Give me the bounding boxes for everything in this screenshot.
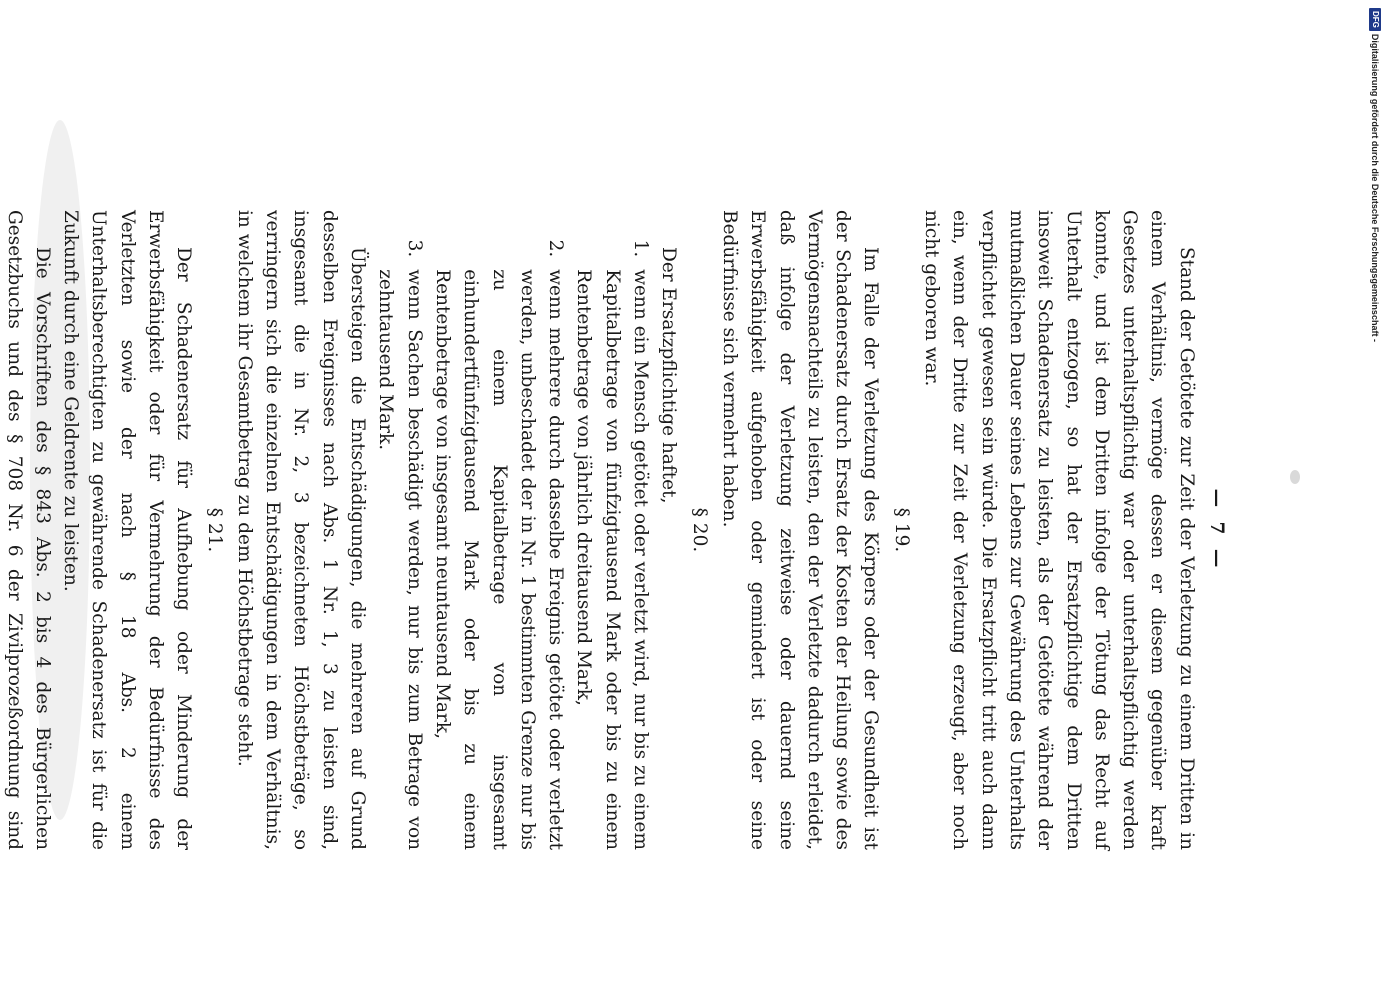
page-number: — 7 — xyxy=(1206,488,1227,572)
list-item xyxy=(371,210,428,850)
list-number: 3. xyxy=(403,239,425,258)
list-item xyxy=(428,210,569,850)
list-number: 1. xyxy=(630,239,652,258)
paragraph: Stand der Getötete zur Zeit der Verletzung zu einem Dritten in einem Verhältnis, vermöge dessen er diesem gegenüber kraft Gesetzes unterhaltspflichtig war oder unterhaltspflichtig werden konnte, und ist dem Dritten infolge der Tötung das Recht auf Unterhalt entzogen, so hat der Ersatzpflichtige dem Dritten insoweit Schadenersatz zu leisten, als der Getötete während der mutmaßlichen Dauer seines Lebens zur Gewährung des Unterhalts verpflichtet gewesen sein würde. Die Ersatzpflicht tritt auch dann ein, wenn der Dritte zur Zeit der Verletzung erzeugt, aber noch nicht geboren war. xyxy=(921,210,1197,850)
document-body xyxy=(3,210,1230,850)
list-text: wenn ein Mensch getötet oder verletzt wird, nur bis zu einem Kapitalbetrage von fünfzigtausend Mark oder bis zu einem Rentenbetrage von jährlich dreitausend Mark, xyxy=(573,269,652,850)
scan-smudge xyxy=(1290,470,1300,484)
paragraph: Der Schadenersatz für Aufhebung oder Minderung der Erwerbsfähigkeit oder für Vermehrung der Bedürfnisse des Verletzten sowie der nach § 18 Abs. 2 einem Unterhaltsberechtigten zu gewährende Schadenersatz ist für die Zukunft durch eine Geldrente zu leisten. xyxy=(60,210,195,850)
dfg-logo: DFG xyxy=(1369,8,1381,31)
paragraph: Die Vorschriften des § 843 Abs. 2 bis 4 des Bürgerlichen Gesetzbuchs und des § 708 Nr. 6 der Zivilprozeßordnung sind xyxy=(3,210,53,850)
section-heading-20: § 20. xyxy=(688,507,710,553)
list-item xyxy=(569,210,654,850)
paragraph: Der Ersatzpflichtige haftet, xyxy=(658,247,680,504)
credit-text: Digitalisierung gefördert durch die Deutsche Forschungsgemeinschaft - xyxy=(1370,33,1380,342)
section-heading-19: § 19. xyxy=(890,507,912,553)
digitization-credit xyxy=(1368,8,1382,398)
list-number: 2. xyxy=(545,239,567,258)
list-text: wenn mehrere durch dasselbe Ereignis getötet oder verletzt werden, unbeschadet der in Nr. 1 bestimmten Grenze nur bis zu einem Kapitalbetrage von insgesamt einhundertfünfzigtausend Mark oder bis zu einem Rentenbetrage von insgesamt neuntausend Mark, xyxy=(431,269,567,850)
section-heading-21: § 21. xyxy=(203,507,225,553)
paragraph: Im Falle der Verletzung des Körpers oder der Gesundheit ist der Schadenersatz durch Ersatz der Kosten der Heilung sowie des Vermögensnachteils zu leisten, den der Verletzte dadurch erleidet, daß infolge der Verletzung zeitweise oder dauernd seine Erwerbsfähigkeit aufgehoben oder gemindert ist oder seine Bedürfnisse sich vermehrt haben. xyxy=(718,210,882,850)
list-text: wenn Sachen beschädigt werden, nur bis zum Betrage von zehntausend Mark. xyxy=(375,269,425,850)
paragraph: Übersteigen die Entschädigungen, die mehreren auf Grund desselben Ereignisses nach Abs. 1 Nr. 1, 3 zu leisten sind, insgesamt die in Nr. 2, 3 bezeichneten Höchstbeträge, so verringern sich die einzelnen Entschädigungen in dem Verhältnis, in welchem ihr Gesamtbetrag zu dem Höchstbetrage steht. xyxy=(233,210,369,850)
